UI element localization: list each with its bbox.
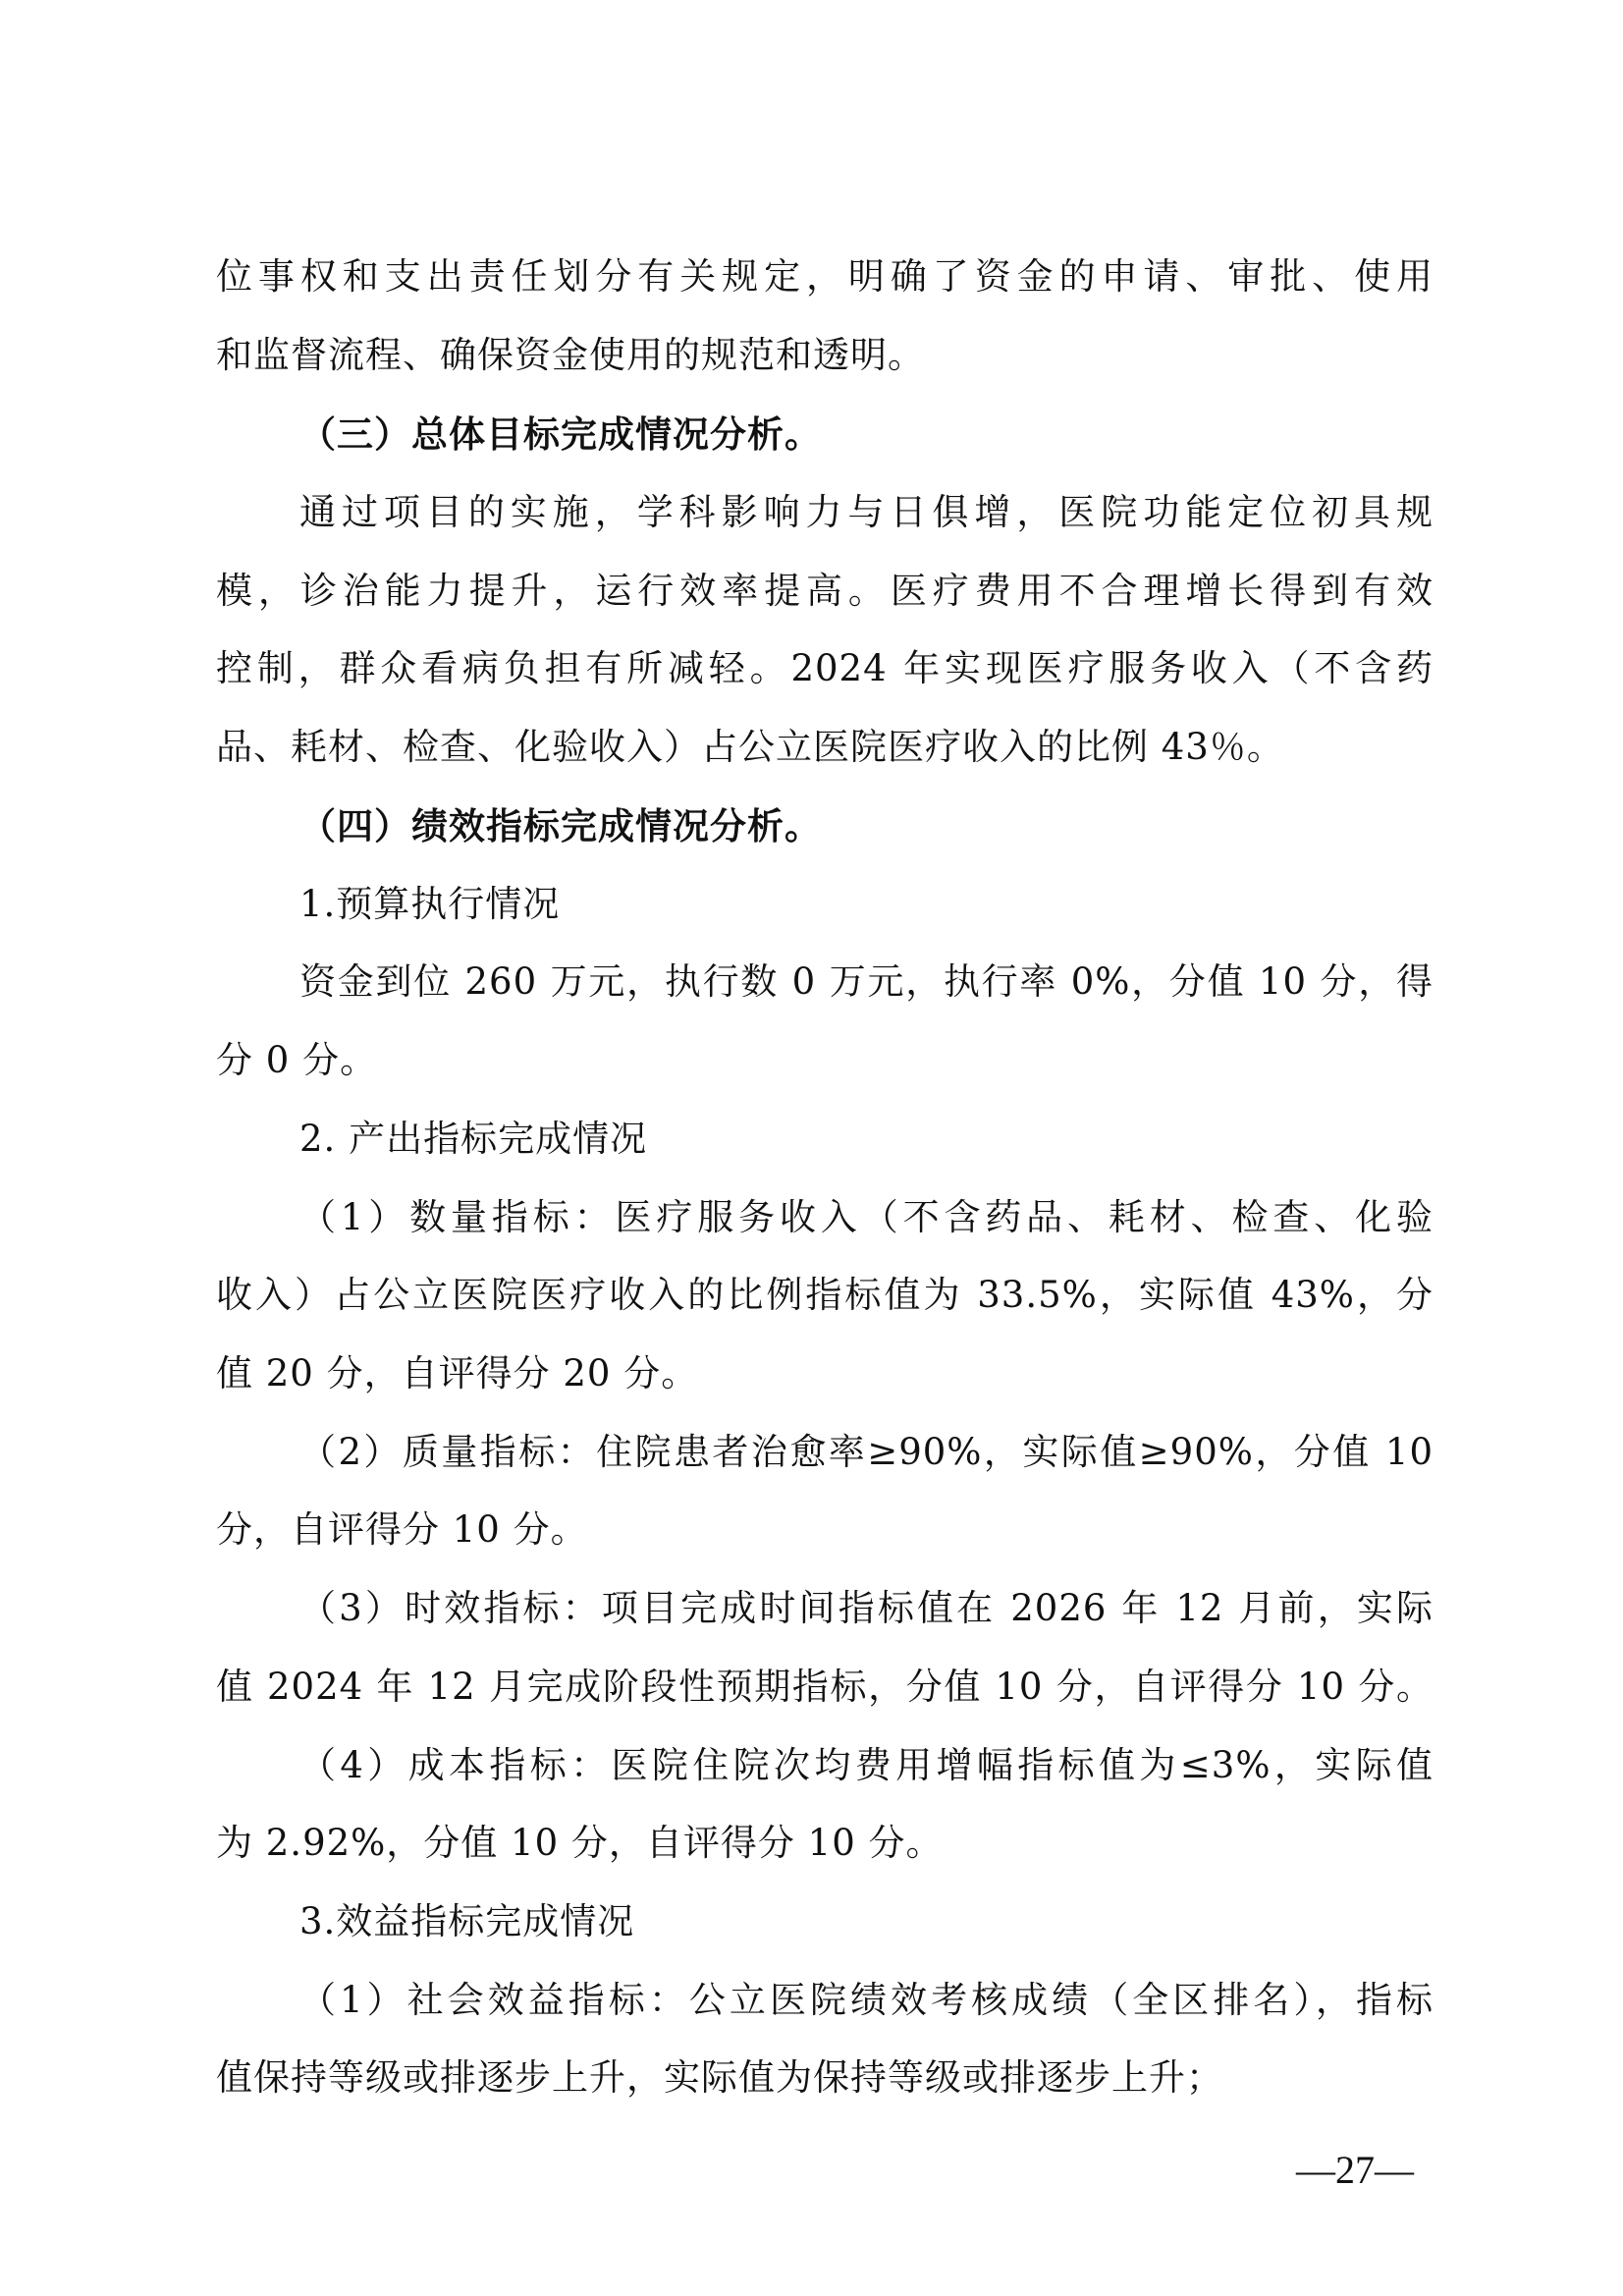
paragraph-line: 模，诊治能力提升，运行效率提高。医疗费用不合理增长得到有效: [216, 570, 1434, 612]
paragraph-line: （4）成本指标：医院住院次均费用增幅指标值为≤3%，实际值: [299, 1744, 1434, 1786]
paragraph-line: 值 20 分，自评得分 20 分。: [216, 1352, 699, 1394]
paragraph-line: 控制，群众看病负担有所减轻。2024 年实现医疗服务收入（不含药: [216, 647, 1434, 689]
paragraph-line: （2）质量指标：住院患者治愈率≥90%，实际值≥90%，分值 10: [299, 1431, 1434, 1473]
subsection-heading: 3.效益指标完成情况: [299, 1900, 635, 1942]
paragraph-line: （1）数量指标：医疗服务收入（不含药品、耗材、检查、化验: [299, 1196, 1434, 1238]
section-heading: （四）绩效指标完成情况分析。: [299, 804, 822, 847]
paragraph-line: 分 0 分。: [216, 1039, 378, 1081]
paragraph-line: 值保持等级或排逐步上升，实际值为保持等级或排逐步上升；: [216, 2056, 1223, 2099]
subsection-heading: 1.预算执行情况: [299, 883, 561, 925]
paragraph-line: 位事权和支出责任划分有关规定，明确了资金的申请、审批、使用: [216, 255, 1434, 298]
paragraph-line: 和监督流程、确保资金使用的规范和透明。: [216, 334, 925, 376]
paragraph-line: （3）时效指标：项目完成时间指标值在 2026 年 12 月前，实际: [299, 1587, 1434, 1629]
paragraph-line: 为 2.92%，分值 10 分，自评得分 10 分。: [216, 1822, 944, 1864]
section-heading: （三）总体目标完成情况分析。: [299, 412, 822, 456]
paragraph-line: 品、耗材、检查、化验收入）占公立医院医疗收入的比例 43％。: [216, 726, 1284, 768]
subsection-heading: 2. 产出指标完成情况: [299, 1118, 648, 1160]
paragraph-line: 分，自评得分 10 分。: [216, 1508, 588, 1551]
paragraph-line: （1）社会效益指标：公立医院绩效考核成绩（全区排名），指标: [299, 1979, 1434, 2021]
page-number: —27—: [1296, 2148, 1414, 2192]
paragraph-line: 收入）占公立医院医疗收入的比例指标值为 33.5%，实际值 43%，分: [216, 1274, 1434, 1316]
paragraph-line: 值 2024 年 12 月完成阶段性预期指标，分值 10 分，自评得分 10 分。: [216, 1666, 1434, 1708]
paragraph-line: 通过项目的实施，学科影响力与日俱增，医院功能定位初具规: [299, 491, 1434, 533]
paragraph-line: 资金到位 260 万元，执行数 0 万元，执行率 0%，分值 10 分，得: [299, 960, 1434, 1003]
